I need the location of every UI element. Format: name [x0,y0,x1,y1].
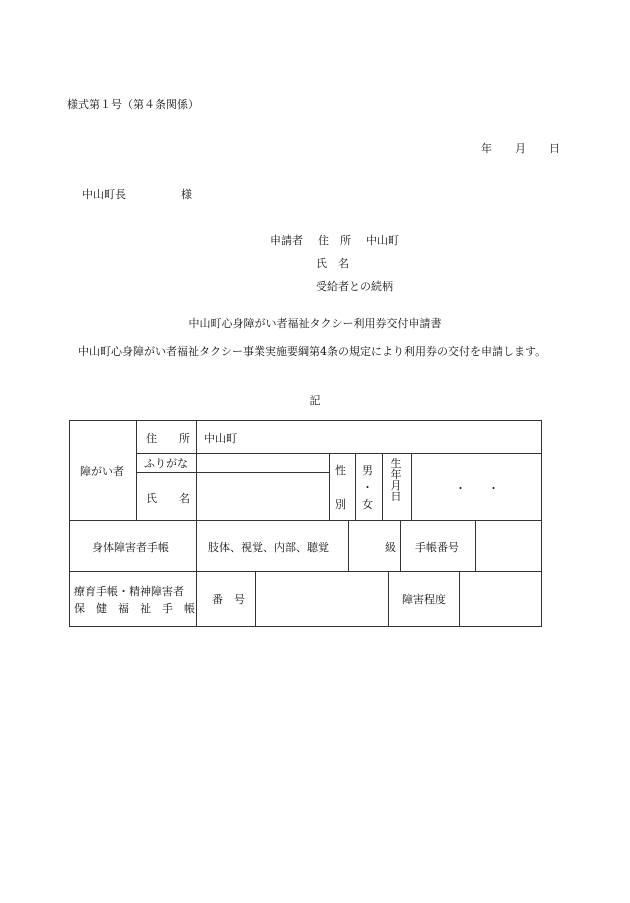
divider-v-number-label [255,571,256,627]
number-label: 番 号 [212,593,245,606]
sex-label-bottom: 別 [335,498,346,511]
applicant-address-row [270,232,399,248]
applicant-role-label: 申請者 [270,234,303,247]
divider-v-number-value [388,571,389,627]
sex-label-top: 性 [335,464,346,477]
physical-disability-notebook-label: 身体障害者手帳 [92,541,169,554]
divider-v-sex-mid [355,453,356,520]
date-year-label: 年 [481,142,492,155]
form-number-label: 様式第１号（第４条関係） [67,98,199,111]
divider-h-furigana [136,472,329,473]
date-month-label: 月 [515,142,526,155]
divider-v-group [136,420,137,520]
divider-h-group [69,520,542,521]
ki-label: 記 [309,394,321,407]
divider-v-sex-left [329,453,330,520]
application-form-table [69,420,542,627]
address-value: 中山町 [204,432,237,445]
physical-disability-types: 肢体、視覚、内部、聴覚 [208,541,329,554]
divider-v-birth [411,453,412,520]
birth-date-dots: ・ ・ [455,482,499,495]
divider-v-ryoiku-label [196,571,197,627]
document-title: 中山町心身障がい者福祉タクシー利用券交付申請書 [188,317,442,330]
applicant-name-label: 氏 名 [316,257,349,270]
divider-v-degree-label [459,571,460,627]
table-border-right [541,420,542,627]
divider-h-physical [69,571,542,572]
applicant-relation-label: 受給者との続柄 [316,280,393,293]
ryoiku-notebook-label-line1: 療育手帳・精神障害者 [74,585,184,598]
ryoiku-notebook-label-line2: 保 健 福 祉 手 帳 [74,602,195,615]
body-text: 中山町心身障がい者福祉タクシー事業実施要綱第4条の規定により利用券の交付を申請します。 [78,345,547,358]
addressee: 中山町長 様 [82,188,192,201]
male-label: 男 [362,464,373,477]
divider-v-label [196,420,197,520]
sex-separator-dot: ・ [362,481,373,494]
address-label: 住 所 [146,432,190,445]
furigana-label: ふりがな [144,457,188,470]
divider-v-sex-right [382,453,383,520]
name-label: 氏 名 [146,492,190,505]
divider-v-grade [400,520,401,571]
table-border-bottom [69,626,542,627]
divider-v-physical-label [196,520,197,571]
table-border-top [69,420,542,421]
applicant-address-label: 住 所 [318,234,351,247]
divider-v-notebook-number [475,520,476,571]
divider-v-physical-types [348,520,349,571]
date-day-label: 日 [549,142,560,155]
birth-date-label: 生 年 月 日 [390,457,402,503]
applicant-address-value: 中山町 [366,234,399,247]
female-label: 女 [362,498,373,511]
group-label: 障がい者 [80,465,124,478]
grade-label: 級 [385,541,396,554]
notebook-number-label: 手帳番号 [415,541,459,554]
disability-degree-label: 障害程度 [402,593,446,606]
table-border-left [69,420,70,627]
